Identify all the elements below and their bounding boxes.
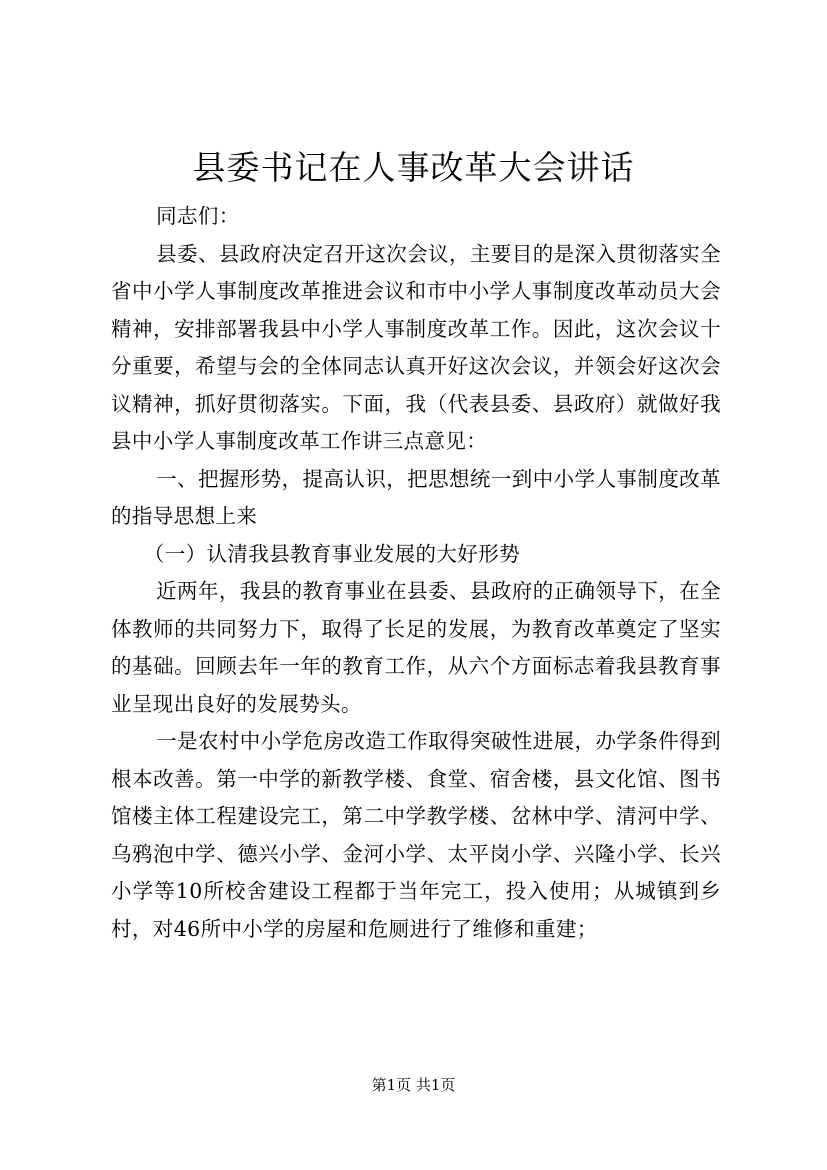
document-title: 县委书记在人事改革大会讲话 bbox=[192, 148, 635, 187]
paragraph-overview: 近两年，我县的教育事业在县委、县政府的正确领导下，在全体教师的共同努力下，取得了长足的发展，为教育改革奠定了坚实的基础。回顾去年一年的教育工作，从六个方面标志着我县教育事业呈现出良好的发展势头。 bbox=[111, 579, 721, 716]
page-footer: 第1页 共1页 bbox=[371, 1076, 456, 1094]
paragraph-intro: 县委、县政府决定召开这次会议，主要目的是深入贯彻落实全省中小学人事制度改革推进会议和市中小学人事制度改革动员大会精神，安排部署我县中小学人事制度改革工作。因此，这次会议十分重要，希望与会的全体同志认真开好这次会议，并领会好这次会议精神，抓好贯彻落实。下面，我（代表县委、县政府）就做好我县中小学人事制度改革工作讲三点意见： bbox=[111, 241, 721, 453]
paragraph-point-1: 一是农村中小学危房改造工作取得突破性进展，办学条件得到根本改善。第一中学的新教学楼、食堂、宿舍楼，县文化馆、图书馆楼主体工程建设完工，第二中学教学楼、岔林中学、清河中学、乌鸦泡中学、德兴小学、金河小学、太平岗小学、兴隆小学、长兴小学等10所校舍建设工程都于当年完工，投入使用；从城镇到乡村，对46所中小学的房屋和危厕进行了维修和重建； bbox=[111, 729, 721, 941]
document-body bbox=[111, 198, 721, 948]
salutation: 同志们： bbox=[156, 204, 240, 228]
subsection-heading-1: （一）认清我县教育事业发展的大好形势 bbox=[143, 541, 520, 566]
section-heading-1: 一、把握形势，提高认识，把思想统一到中小学人事制度改革的指导思想上来 bbox=[111, 466, 721, 528]
